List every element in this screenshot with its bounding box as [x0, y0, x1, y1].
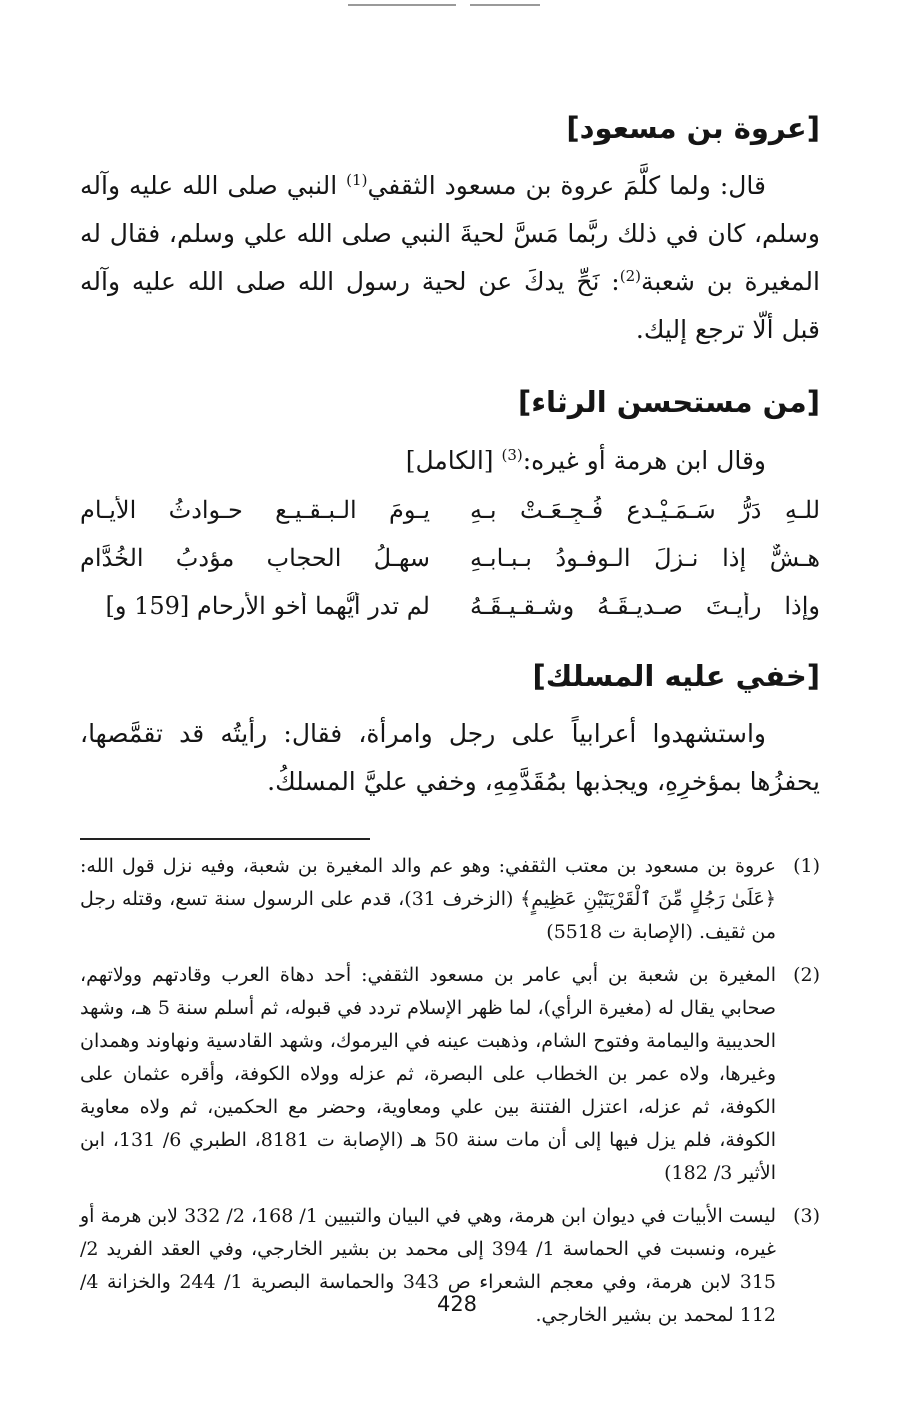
verse-line [80, 582, 820, 630]
footnote-text-part: عروة بن مسعود بن معتب الثقفي: وهو عم والد المغيرة بن شعبة، وفيه نزل قول الله: [80, 855, 776, 877]
footnote [80, 850, 820, 949]
verse-first-hemistich: وإذا رأيـتَ صـديـقَـهُ وشـقـيـقَـهُ [470, 592, 820, 620]
quran-quote: ﴿عَلَىٰ رَجُلٍ مِّنَ ٱلْقَرْيَتَيْنِ عَظِيمٍ﴾ [520, 888, 777, 910]
section-heading: [عروة بن مسعود] [566, 111, 820, 145]
verse-first-hemistich: هـشٌّ إذا نـزلَ الـوفـودُ بـبـابـهِ [470, 544, 820, 572]
footnote-text: ليست الأبيات في ديوان ابن هرمة، وهي في البيان والتبيين 1/ 168، 2/ 332 لابن هرمة أو غيره، ونسبت في الحماسة 1/ 394 إلى محمد بن بشير الخارجي، وفي العقد الفريد 2/ 315 لابن هرمة، وفي معجم الشعراء ص 343 والحماسة البصرية 1/ 244 والخزانة 4/ 112 لمحمد بن بشير الخارجي. [80, 1205, 777, 1326]
body-paragraph: واستشهدوا أعرابياً على رجل وامرأة، فقال: رأيتُه قد تقمَّصها، يحفزُها بمؤخرِهِ، ويجذبها بمُقَدَّمِهِ، وخفي عليَّ المسلكُ. [80, 719, 820, 796]
section-heading: [خفي عليه المسلك] [532, 659, 820, 693]
section-heading: [من مستحسن الرثاء] [517, 385, 820, 419]
verse-line [80, 486, 820, 534]
footnotes [80, 850, 820, 1332]
verse-first-hemistich: للـهِ دَرُّ سَـمَـيْـدعٍ فُـجِـعَـتْ بـهِ [470, 496, 820, 524]
page-number: 428 [436, 1292, 478, 1316]
footnote-number: (1) [793, 855, 820, 877]
verse-intro [80, 438, 820, 484]
meter-label: [الكامل] [405, 446, 502, 475]
paragraph-text: : نَحِّ يدكَ عن لحية رسول الله صلى الله عليه وآله قبل ألّا ترجع إليك. [80, 267, 820, 344]
verse-second-hemistich: يـومَ الـبـقـيـعِ حـوادثُ الأيـام [80, 496, 430, 524]
verse-second-hemistich: لم تدرِ أيُّهما أخو الأرحامِ [159 و] [105, 592, 430, 620]
verse-line [80, 534, 820, 582]
paragraph-text: النبي صلى الله عليه وآله وسلم، كان في ذلك ربَّما مَسَّ لحيةَ النبي صلى الله علي وسلم، فقال له المغيرة بن شعبة [80, 171, 820, 296]
footnote-number: (2) [793, 964, 820, 986]
footnote-text [80, 850, 776, 949]
paragraph-text: قال: ولما كلَّمَ عروة بن مسعود الثقفي [367, 171, 766, 200]
footnote-text-part: (الزخرف 31)، قدم على الرسول سنة تسع، وقتله رجل من ثقيف. (الإصابة ت 5518) [80, 888, 776, 943]
section-urwa [80, 100, 820, 354]
verse-second-hemistich: سهـلُ الحجابِ مؤدبُ الخُدَّامِ [80, 544, 430, 572]
footnote [80, 959, 820, 1190]
footnote-ref: (2) [619, 267, 641, 285]
footnote-ref: (3) [501, 446, 523, 464]
body-paragraph [80, 162, 820, 354]
top-edge-line [348, 4, 456, 6]
section-hidden-path [80, 648, 820, 806]
section-elegy [80, 374, 820, 630]
footnote-text: المغيرة بن شعبة بن أبي عامر بن مسعود الثقفي: أحد دهاة العرب وقادتهم وولاتهم، صحابي يقال له (مغيرة الرأي)، لما ظهر الإسلام تردد في قبوله، ثم أسلم سنة 5 هـ، وشهد الحديبية واليمامة وفتوح الشام، وذهبت عينه في اليرموك، وشهد القادسية ونهاوند وهمدان وغيرها، ولاه عمر بن الخطاب على البصرة، ثم عزله وولاه الكوفة، وأقره عثمان على الكوفة، ثم عزله، اعتزل الفتنة بين علي ومعاوية، وحضر مع الحكمين، ثم ولاه معاوية الكوفة، فلم يزل فيها إلى أن مات سنة 50 هـ (الإصابة ت 8181، الطبري 6/ 131، ابن الأثير 3/ 182) [80, 964, 777, 1184]
footnote-number: (3) [793, 1205, 820, 1227]
poem [80, 486, 820, 630]
footnote-ref: (1) [346, 171, 368, 189]
footnote-separator [80, 838, 370, 840]
top-edge-line [470, 4, 540, 6]
page-content [80, 100, 820, 1332]
verse-intro-text: وقال ابن هرمة أو غيره: [522, 446, 766, 475]
